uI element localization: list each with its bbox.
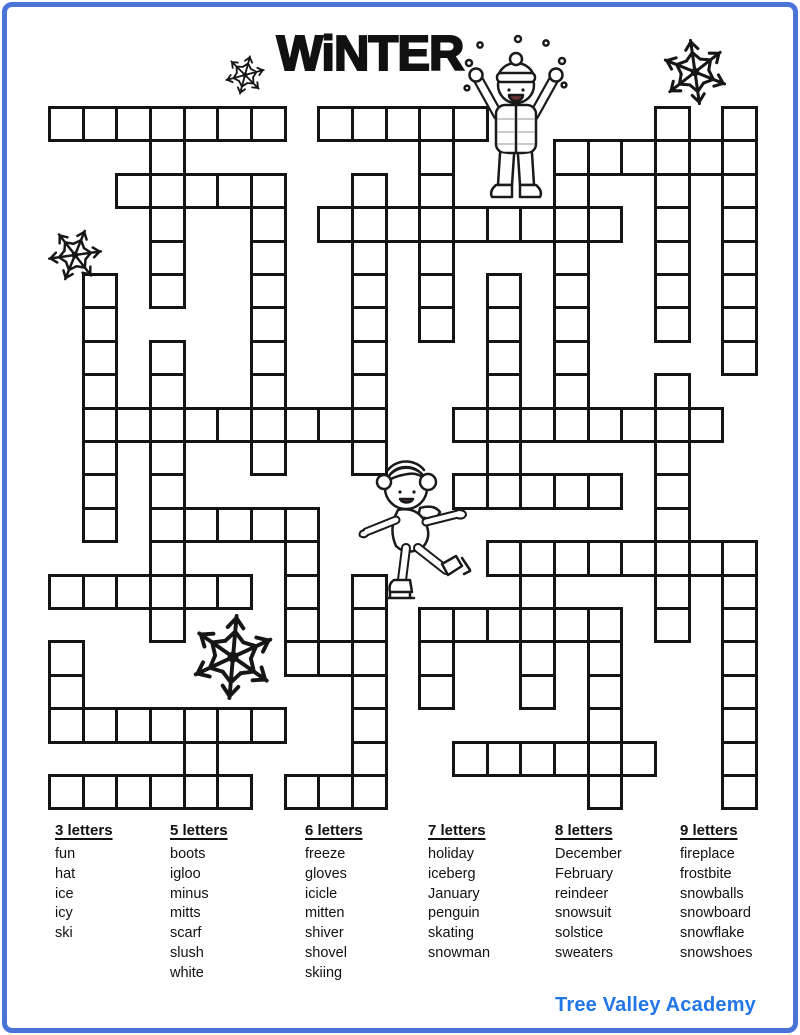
puzzle-cell[interactable] bbox=[284, 574, 321, 610]
word-list-item: December bbox=[555, 846, 622, 862]
puzzle-cell[interactable] bbox=[654, 106, 691, 142]
word-list-item: igloo bbox=[170, 865, 201, 882]
snowflake-icon bbox=[657, 34, 733, 110]
puzzle-cell[interactable] bbox=[519, 473, 556, 509]
word-list-heading: 5 letters bbox=[170, 822, 228, 839]
puzzle-cell[interactable] bbox=[418, 106, 455, 142]
puzzle-cell[interactable] bbox=[519, 741, 556, 777]
puzzle-cell[interactable] bbox=[317, 774, 354, 810]
puzzle-cell[interactable] bbox=[418, 206, 455, 242]
word-list-heading: 9 letters bbox=[680, 822, 738, 839]
puzzle-cell[interactable] bbox=[351, 273, 388, 309]
puzzle-cell[interactable] bbox=[82, 306, 119, 342]
puzzle-cell[interactable] bbox=[82, 574, 119, 610]
puzzle-cell[interactable] bbox=[418, 674, 455, 710]
puzzle-cell[interactable] bbox=[654, 607, 691, 643]
word-list-item: skiing bbox=[305, 964, 343, 981]
puzzle-cell[interactable] bbox=[654, 273, 691, 309]
puzzle-cell[interactable] bbox=[654, 440, 691, 476]
puzzle-cell[interactable] bbox=[351, 774, 388, 810]
puzzle-cell[interactable] bbox=[688, 407, 725, 443]
puzzle-cell[interactable] bbox=[48, 707, 85, 743]
puzzle-cell[interactable] bbox=[250, 273, 287, 309]
puzzle-cell[interactable] bbox=[486, 273, 523, 309]
puzzle-cell[interactable] bbox=[486, 340, 523, 376]
puzzle-cell[interactable] bbox=[216, 507, 253, 543]
puzzle-cell[interactable] bbox=[149, 507, 186, 543]
puzzle-cell[interactable] bbox=[284, 640, 321, 676]
puzzle-cell[interactable] bbox=[654, 139, 691, 175]
puzzle-cell[interactable] bbox=[149, 106, 186, 142]
puzzle-cell[interactable] bbox=[82, 407, 119, 443]
word-list-item: shiver bbox=[305, 925, 344, 942]
puzzle-cell[interactable] bbox=[216, 707, 253, 743]
puzzle-cell[interactable] bbox=[250, 507, 287, 543]
puzzle-cell[interactable] bbox=[250, 206, 287, 242]
puzzle-cell[interactable] bbox=[620, 407, 657, 443]
puzzle-cell[interactable] bbox=[486, 540, 523, 576]
puzzle-cell[interactable] bbox=[82, 373, 119, 409]
word-list-item: holiday bbox=[428, 846, 474, 862]
puzzle-cell[interactable] bbox=[654, 373, 691, 409]
puzzle-cell[interactable] bbox=[620, 540, 657, 576]
word-list-item: mitten bbox=[305, 905, 345, 922]
word-list-item: fireplace bbox=[680, 846, 735, 862]
puzzle-cell[interactable] bbox=[149, 473, 186, 509]
puzzle-cell[interactable] bbox=[183, 173, 220, 209]
puzzle-cell[interactable] bbox=[654, 407, 691, 443]
puzzle-cell[interactable] bbox=[486, 473, 523, 509]
puzzle-cell[interactable] bbox=[250, 373, 287, 409]
puzzle-cell[interactable] bbox=[418, 640, 455, 676]
word-list-item: reindeer bbox=[555, 885, 609, 902]
puzzle-cell[interactable] bbox=[721, 774, 758, 810]
puzzle-cell[interactable] bbox=[385, 106, 422, 142]
puzzle-cell[interactable] bbox=[284, 607, 321, 643]
puzzle-cell[interactable] bbox=[351, 707, 388, 743]
puzzle-cell[interactable] bbox=[284, 407, 321, 443]
puzzle-cell[interactable] bbox=[654, 473, 691, 509]
puzzle-cell[interactable] bbox=[216, 774, 253, 810]
puzzle-cell[interactable] bbox=[149, 139, 186, 175]
puzzle-cell[interactable] bbox=[654, 540, 691, 576]
puzzle-cell[interactable] bbox=[553, 373, 590, 409]
puzzle-cell[interactable] bbox=[519, 607, 556, 643]
puzzle-cell[interactable] bbox=[317, 640, 354, 676]
word-list-item: skating bbox=[428, 925, 474, 942]
puzzle-cell[interactable] bbox=[82, 340, 119, 376]
puzzle-cell[interactable] bbox=[351, 206, 388, 242]
snowflake-icon bbox=[184, 608, 282, 706]
word-list-item: fun bbox=[55, 846, 76, 862]
puzzle-cell[interactable] bbox=[250, 340, 287, 376]
puzzle-cell[interactable] bbox=[486, 607, 523, 643]
puzzle-cell[interactable] bbox=[486, 306, 523, 342]
puzzle-cell[interactable] bbox=[721, 340, 758, 376]
word-list-item: snowshoes bbox=[680, 944, 753, 961]
puzzle-cell[interactable] bbox=[587, 707, 624, 743]
puzzle-cell[interactable] bbox=[486, 407, 523, 443]
word-list-heading: 8 letters bbox=[555, 822, 613, 839]
puzzle-cell[interactable] bbox=[351, 741, 388, 777]
puzzle-cell[interactable] bbox=[553, 340, 590, 376]
puzzle-cell[interactable] bbox=[385, 206, 422, 242]
puzzle-cell[interactable] bbox=[250, 707, 287, 743]
puzzle-cell[interactable] bbox=[250, 407, 287, 443]
puzzle-cell[interactable] bbox=[48, 574, 85, 610]
puzzle-cell[interactable] bbox=[351, 340, 388, 376]
puzzle-cell[interactable] bbox=[721, 674, 758, 710]
word-list-item: minus bbox=[170, 885, 209, 902]
puzzle-cell[interactable] bbox=[82, 440, 119, 476]
puzzle-cell[interactable] bbox=[688, 139, 725, 175]
puzzle-cell[interactable] bbox=[654, 574, 691, 610]
puzzle-cell[interactable] bbox=[183, 741, 220, 777]
word-list-9-letters bbox=[680, 822, 765, 984]
puzzle-cell[interactable] bbox=[48, 674, 85, 710]
word-list-item: February bbox=[555, 865, 614, 882]
snowflake-icon bbox=[44, 224, 106, 286]
puzzle-cell[interactable] bbox=[82, 707, 119, 743]
word-list-item: ice bbox=[55, 885, 74, 902]
puzzle-cell[interactable] bbox=[587, 607, 624, 643]
puzzle-cell[interactable] bbox=[587, 540, 624, 576]
puzzle-cell[interactable] bbox=[553, 473, 590, 509]
puzzle-cell[interactable] bbox=[115, 774, 152, 810]
puzzle-cell[interactable] bbox=[149, 373, 186, 409]
word-list-item: sweaters bbox=[555, 944, 614, 961]
word-list-item: penguin bbox=[428, 905, 480, 922]
puzzle-cell[interactable] bbox=[149, 574, 186, 610]
word-list-5-letters bbox=[170, 822, 305, 984]
puzzle-cell[interactable] bbox=[183, 574, 220, 610]
word-list-item: iceberg bbox=[428, 865, 476, 882]
puzzle-cell[interactable] bbox=[149, 173, 186, 209]
puzzle-cell[interactable] bbox=[317, 206, 354, 242]
word-list-item: slush bbox=[170, 944, 204, 961]
puzzle-cell[interactable] bbox=[486, 373, 523, 409]
puzzle-cell[interactable] bbox=[418, 306, 455, 342]
puzzle-cell[interactable] bbox=[149, 540, 186, 576]
puzzle-cell[interactable] bbox=[654, 507, 691, 543]
puzzle-cell[interactable] bbox=[284, 540, 321, 576]
puzzle-cell[interactable] bbox=[553, 306, 590, 342]
puzzle-cell[interactable] bbox=[149, 240, 186, 276]
puzzle-cell[interactable] bbox=[587, 741, 624, 777]
puzzle-cell[interactable] bbox=[654, 206, 691, 242]
puzzle-cell[interactable] bbox=[553, 540, 590, 576]
puzzle-cell[interactable] bbox=[284, 507, 321, 543]
puzzle-cell[interactable] bbox=[721, 106, 758, 142]
puzzle-cell[interactable] bbox=[250, 106, 287, 142]
word-list-6-letters bbox=[305, 822, 428, 984]
puzzle-cell[interactable] bbox=[250, 306, 287, 342]
puzzle-cell[interactable] bbox=[553, 240, 590, 276]
word-list-heading: 3 letters bbox=[55, 822, 113, 839]
puzzle-cell[interactable] bbox=[418, 240, 455, 276]
puzzle-cell[interactable] bbox=[115, 707, 152, 743]
puzzle-cell[interactable] bbox=[216, 173, 253, 209]
puzzle-cell[interactable] bbox=[721, 240, 758, 276]
puzzle-cell[interactable] bbox=[452, 407, 489, 443]
word-list-8-letters bbox=[555, 822, 680, 984]
puzzle-cell[interactable] bbox=[721, 173, 758, 209]
puzzle-cell[interactable] bbox=[351, 240, 388, 276]
puzzle-cell[interactable] bbox=[351, 306, 388, 342]
puzzle-cell[interactable] bbox=[721, 139, 758, 175]
word-list-item: January bbox=[428, 885, 480, 902]
word-list-item: snowballs bbox=[680, 885, 744, 902]
puzzle-cell[interactable] bbox=[149, 206, 186, 242]
puzzle-cell[interactable] bbox=[519, 674, 556, 710]
puzzle-cell[interactable] bbox=[587, 206, 624, 242]
puzzle-cell[interactable] bbox=[351, 640, 388, 676]
puzzle-cell[interactable] bbox=[149, 407, 186, 443]
puzzle-cell[interactable] bbox=[721, 206, 758, 242]
puzzle-cell[interactable] bbox=[351, 106, 388, 142]
puzzle-cell[interactable] bbox=[519, 407, 556, 443]
puzzle-cell[interactable] bbox=[216, 407, 253, 443]
puzzle-cell[interactable] bbox=[82, 507, 119, 543]
puzzle-cell[interactable] bbox=[486, 440, 523, 476]
puzzle-cell[interactable] bbox=[183, 707, 220, 743]
puzzle-cell[interactable] bbox=[317, 407, 354, 443]
puzzle-cell[interactable] bbox=[183, 106, 220, 142]
puzzle-cell[interactable] bbox=[317, 106, 354, 142]
puzzle-cell[interactable] bbox=[654, 240, 691, 276]
cheering-winter-boy-clipart bbox=[462, 33, 570, 213]
puzzle-cell[interactable] bbox=[149, 340, 186, 376]
puzzle-cell[interactable] bbox=[82, 106, 119, 142]
puzzle-cell[interactable] bbox=[48, 640, 85, 676]
puzzle-cell[interactable] bbox=[149, 774, 186, 810]
puzzle-cell[interactable] bbox=[587, 640, 624, 676]
word-lists bbox=[55, 822, 765, 984]
puzzle-cell[interactable] bbox=[620, 139, 657, 175]
puzzle-cell[interactable] bbox=[183, 407, 220, 443]
snowflake-icon bbox=[222, 52, 268, 98]
puzzle-cell[interactable] bbox=[48, 774, 85, 810]
puzzle-cell[interactable] bbox=[654, 306, 691, 342]
page-title: WiNTER bbox=[276, 27, 464, 81]
word-list-item: gloves bbox=[305, 865, 347, 882]
puzzle-cell[interactable] bbox=[149, 273, 186, 309]
word-list-item: mitts bbox=[170, 905, 201, 922]
ice-skating-kid-clipart bbox=[350, 452, 476, 618]
puzzle-cell[interactable] bbox=[82, 774, 119, 810]
puzzle-cell[interactable] bbox=[620, 741, 657, 777]
puzzle-cell[interactable] bbox=[250, 240, 287, 276]
word-list-item: snowboard bbox=[680, 905, 751, 922]
puzzle-cell[interactable] bbox=[519, 540, 556, 576]
word-list-item: snowflake bbox=[680, 925, 745, 942]
puzzle-cell[interactable] bbox=[721, 273, 758, 309]
word-list-item: frostbite bbox=[680, 865, 732, 882]
puzzle-cell[interactable] bbox=[284, 774, 321, 810]
puzzle-cell[interactable] bbox=[115, 574, 152, 610]
puzzle-cell[interactable] bbox=[351, 674, 388, 710]
puzzle-cell[interactable] bbox=[553, 407, 590, 443]
word-list-item: boots bbox=[170, 846, 206, 862]
puzzle-cell[interactable] bbox=[418, 273, 455, 309]
puzzle-cell[interactable] bbox=[183, 507, 220, 543]
puzzle-cell[interactable] bbox=[721, 306, 758, 342]
word-list-item: snowman bbox=[428, 944, 491, 961]
puzzle-cell[interactable] bbox=[519, 640, 556, 676]
puzzle-cell[interactable] bbox=[216, 106, 253, 142]
word-list-7-letters bbox=[428, 822, 555, 984]
puzzle-cell[interactable] bbox=[418, 139, 455, 175]
puzzle-cell[interactable] bbox=[587, 774, 624, 810]
puzzle-cell[interactable] bbox=[721, 574, 758, 610]
branding-logo-text: Tree Valley Academy bbox=[555, 994, 756, 1016]
puzzle-cell[interactable] bbox=[115, 407, 152, 443]
word-list-item: solstice bbox=[555, 925, 604, 942]
puzzle-cell[interactable] bbox=[149, 707, 186, 743]
word-list-item: hat bbox=[55, 865, 76, 882]
word-list-3-letters bbox=[55, 822, 170, 984]
puzzle-cell[interactable] bbox=[654, 173, 691, 209]
puzzle-cell[interactable] bbox=[351, 173, 388, 209]
word-list-item: icy bbox=[55, 905, 73, 922]
word-list-item: snowsuit bbox=[555, 905, 612, 922]
puzzle-cell[interactable] bbox=[486, 741, 523, 777]
puzzle-cell[interactable] bbox=[587, 473, 624, 509]
word-list-item: icicle bbox=[305, 885, 338, 902]
word-list-item: shovel bbox=[305, 944, 347, 961]
word-list-heading: 6 letters bbox=[305, 822, 363, 839]
puzzle-cell[interactable] bbox=[82, 473, 119, 509]
puzzle-cell[interactable] bbox=[250, 173, 287, 209]
puzzle-cell[interactable] bbox=[721, 607, 758, 643]
puzzle-cell[interactable] bbox=[553, 273, 590, 309]
puzzle-cell[interactable] bbox=[721, 707, 758, 743]
puzzle-cell[interactable] bbox=[351, 407, 388, 443]
puzzle-cell[interactable] bbox=[721, 741, 758, 777]
word-list-item: scarf bbox=[170, 925, 202, 942]
puzzle-cell[interactable] bbox=[721, 640, 758, 676]
puzzle-cell[interactable] bbox=[183, 774, 220, 810]
puzzle-cell[interactable] bbox=[452, 741, 489, 777]
puzzle-cell[interactable] bbox=[688, 540, 725, 576]
word-list-item: freeze bbox=[305, 846, 346, 862]
puzzle-cell[interactable] bbox=[587, 139, 624, 175]
puzzle-cell[interactable] bbox=[216, 574, 253, 610]
puzzle-cell[interactable] bbox=[115, 173, 152, 209]
word-list-item: ski bbox=[55, 925, 73, 942]
word-list-item: white bbox=[170, 964, 204, 981]
puzzle-cell[interactable] bbox=[351, 373, 388, 409]
puzzle-cell[interactable] bbox=[553, 741, 590, 777]
puzzle-cell[interactable] bbox=[48, 106, 85, 142]
puzzle-cell[interactable] bbox=[519, 574, 556, 610]
puzzle-cell[interactable] bbox=[587, 407, 624, 443]
puzzle-cell[interactable] bbox=[250, 440, 287, 476]
puzzle-cell[interactable] bbox=[115, 106, 152, 142]
puzzle-cell[interactable] bbox=[418, 173, 455, 209]
word-list-heading: 7 letters bbox=[428, 822, 486, 839]
puzzle-cell[interactable] bbox=[149, 440, 186, 476]
puzzle-cell[interactable] bbox=[149, 607, 186, 643]
puzzle-cell[interactable] bbox=[553, 607, 590, 643]
puzzle-cell[interactable] bbox=[587, 674, 624, 710]
puzzle-cell[interactable] bbox=[721, 540, 758, 576]
